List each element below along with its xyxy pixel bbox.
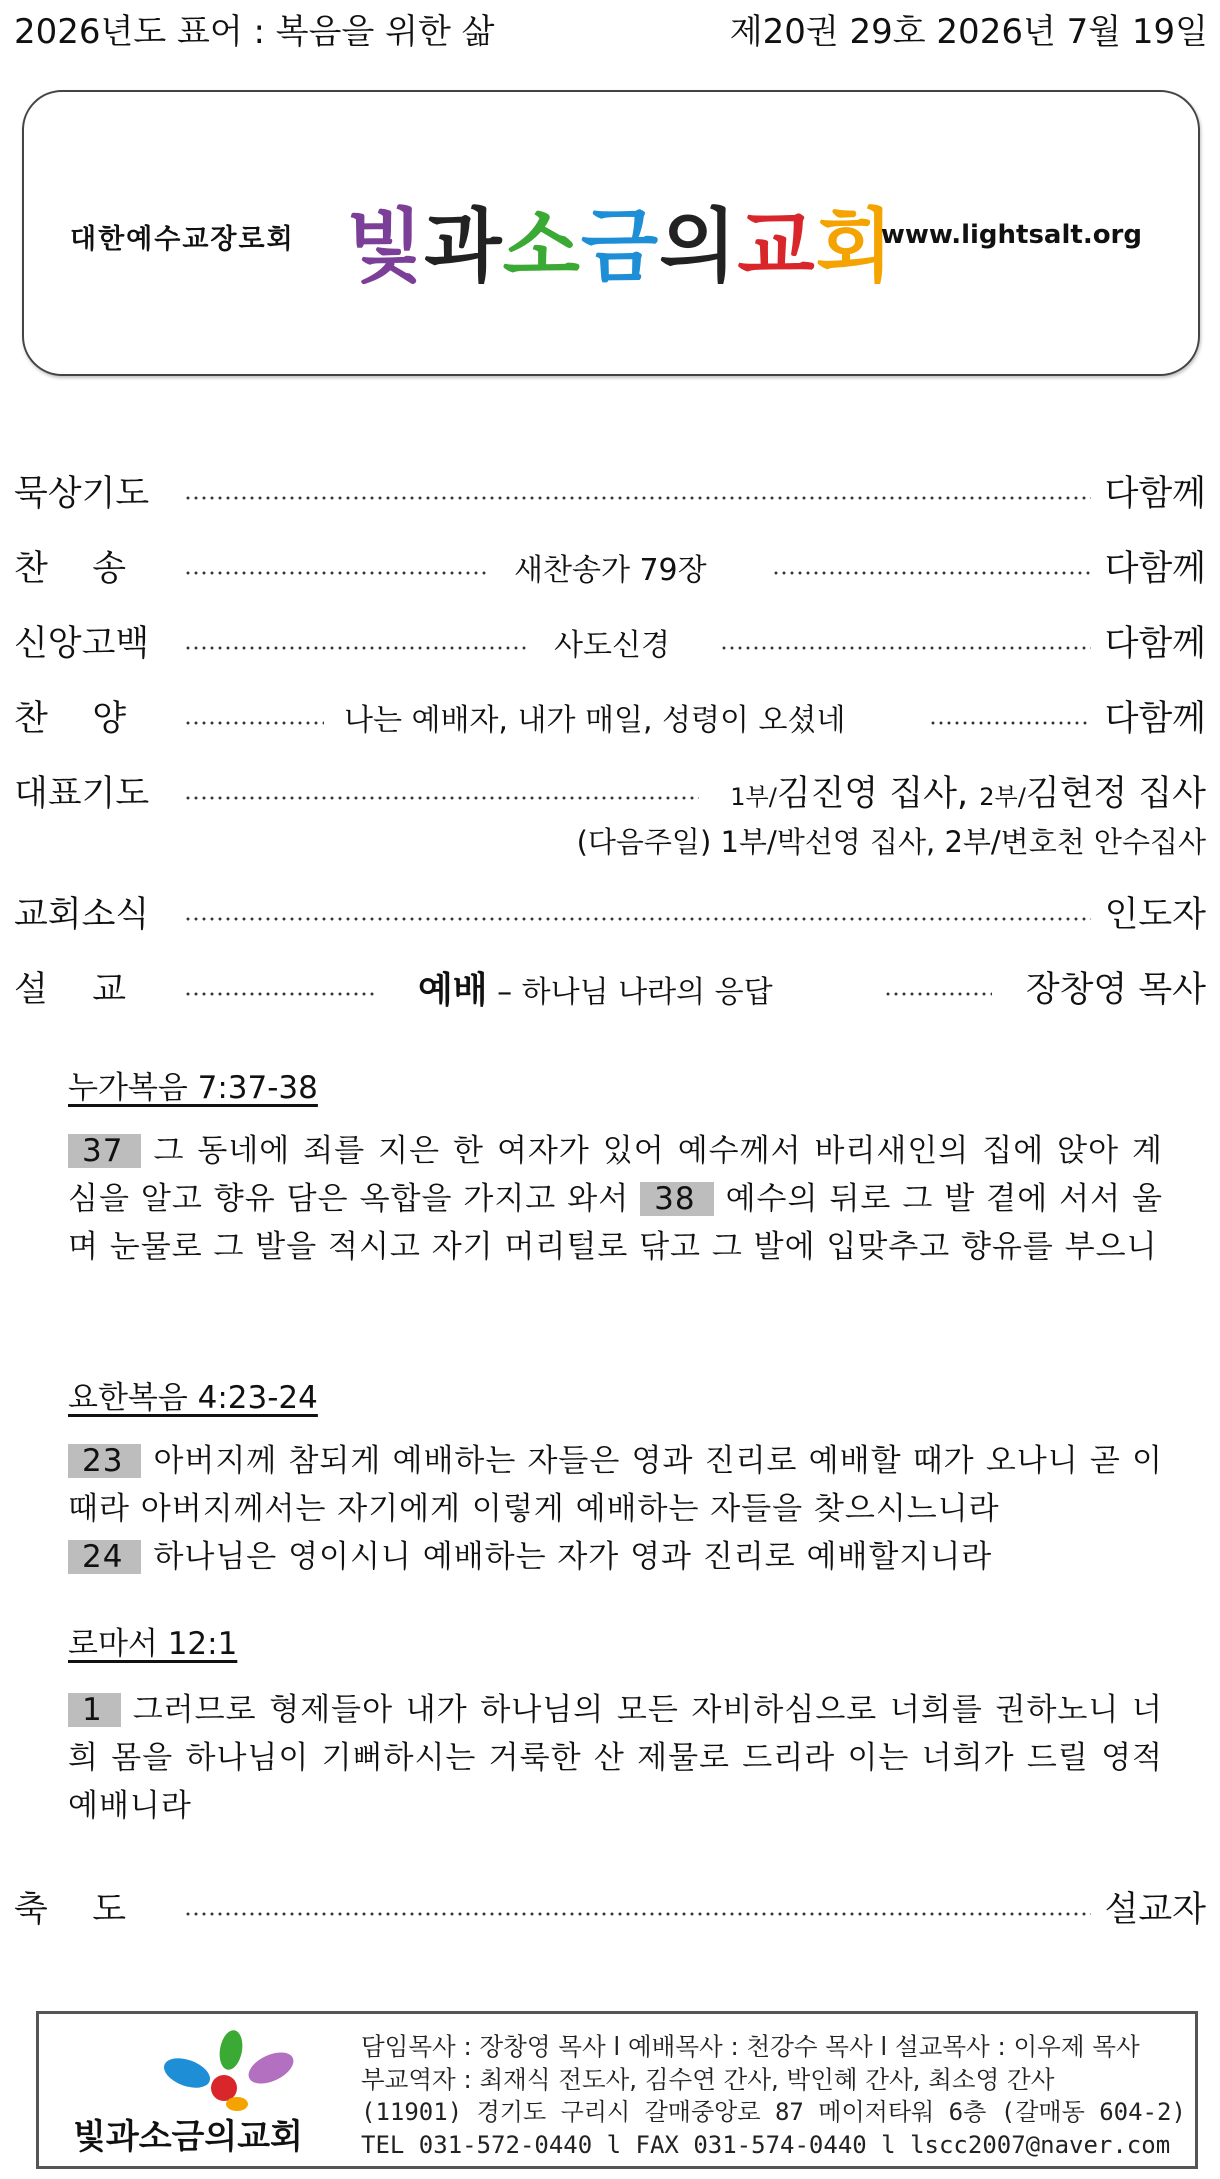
order-item-benediction [14,1882,1206,1932]
verse-text: 그러므로 형제들아 내가 하나님의 모든 자비하심으로 너희를 권하노니 너희 몸을 하나님이 기뻐하시는 거룩한 산 제물로 드리라 이는 너희가 드릴 영적 예배니라 [68,1692,1163,1824]
logo-char: 의 [659,199,738,293]
order-item-sermon [14,962,1206,1012]
verse-number: 38 [640,1182,713,1216]
sermon-title-bold: 예배 [418,970,488,1011]
order-detail: 사도신경 [554,628,670,663]
order-label: 대표기도 [14,774,150,814]
verse-number: 24 [68,1540,141,1574]
next-week-prayer: (다음주일) 1부/박선영 집사, 2부/변호천 안수집사 [576,825,1206,859]
church-info-footer [36,2011,1198,2169]
denomination: 대한예수교장로회 [70,224,295,255]
order-leader: 다함께 [1099,616,1206,666]
order-label: 교회소식 [14,895,150,935]
order-item-meditation-prayer [14,466,1206,516]
bulletin-header [14,4,1208,50]
logo-char: 과 [424,199,503,293]
order-item-hymn [14,541,1206,591]
sermon-subtitle: – 하나님 나라의 응답 [487,975,773,1010]
leader-dots [184,917,1091,921]
leader-dots [184,721,324,725]
service-first-leader: 김진영 집사, [776,774,969,814]
church-address: (11901) 경기도 구리시 갈매중앙로 87 메이저타워 6층 (갈매동 604-2) [361,2098,1186,2126]
scripture-text [68,1686,1163,1830]
service-second-prefix: 2부/ [979,783,1026,811]
verse-text: 하나님은 영이시니 예배하는 자가 영과 진리로 예배할지니라 [153,1539,993,1575]
order-leader: 다함께 [1099,691,1206,741]
order-detail: 나는 예배자, 내가 매일, 성령이 오셨네 [344,703,846,738]
verse-number: 37 [68,1134,141,1168]
order-item-church-news [14,887,1206,937]
verse-number: 1 [68,1693,121,1727]
contact-info: TEL 031-572-0440 l FAX 031-574-0440 l lscc2007@naver.com [361,2131,1171,2159]
scripture-reference: 요한복음 4:23-24 [68,1380,318,1416]
verse-number: 23 [68,1444,141,1478]
staff-assistants: 부교역자 : 최재식 전도사, 김수연 간사, 박인혜 간사, 최소영 간사 [361,2065,1055,2094]
leader-dots [184,646,529,650]
order-label: 신앙고백 [14,624,150,664]
leader-dots [884,992,992,996]
logo-char: 소 [502,199,581,293]
logo-char: 회 [815,199,894,293]
leader-dots [772,571,1091,575]
leader-dots [929,721,1091,725]
order-leader: 다함께 [1099,466,1206,516]
church-logo-text [346,182,894,297]
logo-char: 금 [580,199,660,293]
verse-text: 예수의 뒤로 그 발 곁에 서서 울며 눈물로 그 발을 적시고 자기 머리털로 닦고 그 발에 입맞추고 향유를 부으니 [68,1181,1163,1265]
verse-text: 그 동네에 죄를 지은 한 여자가 있어 예수께서 바리새인의 집에 앉아 계심을 알고 향유 담은 옥합을 가지고 와서 [68,1133,1163,1217]
order-leader: 설교자 [1099,1882,1206,1932]
year-theme: 2026년도 표어 : 복음을 위한 삶 [14,12,495,52]
order-item-creed [14,616,1206,666]
order-label: 묵상기도 [14,474,150,514]
service-second-leader: 김현정 집사 [1025,774,1206,814]
church-banner [22,90,1200,376]
order-label: 찬 송 [14,549,127,589]
leader-dots [720,646,1091,650]
leader-dots [184,496,1091,500]
scripture-text [68,1437,1163,1581]
order-item-representative-prayer [14,766,1206,816]
scripture-reference: 로마서 12:1 [68,1626,238,1662]
staff-pastors: 담임목사 : 장창영 목사 l 예배목사 : 천강수 목사 l 설교목사 : 이우제 목사 [361,2032,1140,2061]
logo-char: 교 [737,199,816,293]
order-label: 찬 양 [14,699,127,739]
leader-dots [184,796,699,800]
leader-dots [184,571,486,575]
issue-date: 제20권 29호 2026년 7월 19일 [729,12,1208,52]
order-detail: 새찬송가 79장 [514,553,707,588]
verse-text: 아버지께 참되게 예배하는 자들은 영과 진리로 예배할 때가 오나니 곧 이 때라 아버지께서는 자기에게 이렇게 예배하는 자들을 찾으시느니라 [68,1443,1163,1527]
footer-church-name: 빛과소금의교회 [73,2117,303,2157]
scripture-reference: 누가복음 7:37-38 [68,1070,318,1106]
sermon-title [418,962,773,1013]
order-label: 설 교 [14,970,127,1010]
leader-dots [184,1912,1091,1916]
order-leader: 인도자 [1099,887,1206,937]
order-item-praise [14,691,1206,741]
logo-char: 빛 [346,199,425,293]
church-website[interactable]: www.lightsalt.org [880,220,1142,250]
order-leader: 장창영 목사 [1020,962,1206,1012]
leader-dots [184,992,374,996]
service-first-prefix: 1부/ [730,783,777,811]
order-leader: 다함께 [1099,541,1206,591]
order-leader [724,766,1206,816]
scripture-text [68,1127,1163,1271]
footer-details [361,2030,1186,2162]
order-label: 축 도 [14,1890,127,1930]
